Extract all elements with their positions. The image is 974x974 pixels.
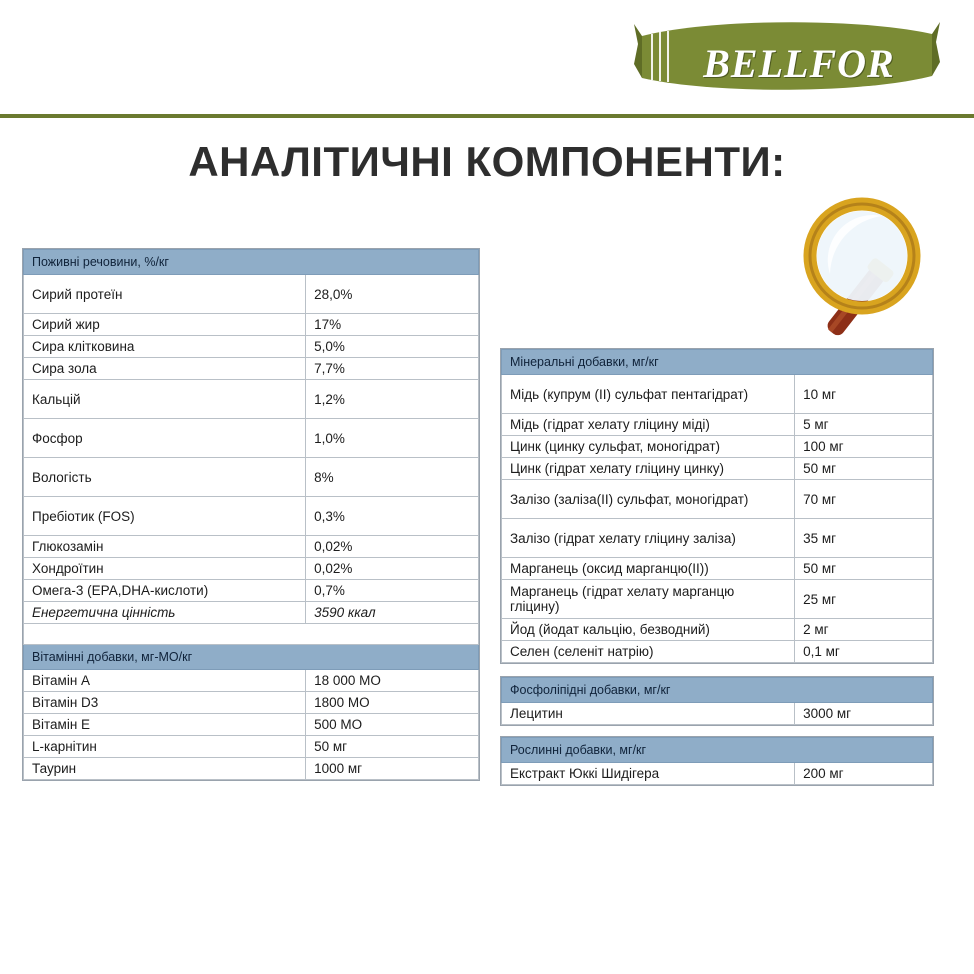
section-title: Вітамінні добавки, мг-МО/кг [24,645,479,670]
table-row [24,692,479,714]
row-label: Лецитин [502,703,795,725]
row-label: Вологість [24,458,306,497]
table-row [24,580,479,602]
row-value: 1800 МО [306,692,479,714]
row-label: Глюкозамін [24,536,306,558]
section-header-row [502,350,933,375]
section-header-row [24,645,479,670]
row-value: 70 мг [795,480,933,519]
minerals-table [500,348,934,664]
row-value: 0,02% [306,536,479,558]
section-title: Поживні речовини, %/кг [24,250,479,275]
table-row [24,602,479,624]
row-label: Екстракт Юккі Шидігера [502,763,795,785]
nutrients-table-grid [23,249,479,780]
row-label: Марганець (оксид марганцю(II)) [502,558,795,580]
row-label: Омега-3 (ЕРА,DHA-кислоти) [24,580,306,602]
page-title: АНАЛІТИЧНІ КОМПОНЕНТИ: [188,138,786,185]
row-value: 35 мг [795,519,933,558]
table-row [502,641,933,663]
logo-text: BELLFOR [703,41,895,86]
row-value: 10 мг [795,375,933,414]
row-label: Вітамін Е [24,714,306,736]
table-row [24,736,479,758]
row-label: Сира зола [24,358,306,380]
row-label: Мідь (гідрат хелату гліцину міді) [502,414,795,436]
row-label: Таурин [24,758,306,780]
row-value: 50 мг [795,458,933,480]
row-label: Фосфор [24,419,306,458]
row-value: 17% [306,314,479,336]
table-row [502,436,933,458]
table-row [502,375,933,414]
minerals-table-grid [501,349,933,663]
row-label: Сирий протеїн [24,275,306,314]
table-row [502,580,933,619]
section-header-row [502,738,933,763]
row-value: 28,0% [306,275,479,314]
row-value: 50 мг [795,558,933,580]
row-label: Мідь (купрум (II) сульфат пентагідрат) [502,375,795,414]
row-value: 50 мг [306,736,479,758]
row-label: Сира клітковина [24,336,306,358]
bellfor-logo [632,14,942,96]
row-value: 7,7% [306,358,479,380]
nutrients-table [22,248,480,781]
row-label: Пребіотик (FOS) [24,497,306,536]
row-value: 0,7% [306,580,479,602]
row-value: 0,3% [306,497,479,536]
table-row [24,275,479,314]
section-header-row [24,250,479,275]
table-row [502,458,933,480]
table-row [24,536,479,558]
section-title: Рослинні добавки, мг/кг [502,738,933,763]
table-row [24,497,479,536]
plant-additives-table-grid [501,737,933,785]
row-value: 100 мг [795,436,933,458]
table-row [502,519,933,558]
table-row [502,480,933,519]
row-value: 3000 мг [795,703,933,725]
row-label: Цинк (гідрат хелату гліцину цинку) [502,458,795,480]
table-row [24,758,479,780]
row-label: Вітамін D3 [24,692,306,714]
phospholipid-table-grid [501,677,933,725]
row-label: Залізо (гідрат хелату гліцину заліза) [502,519,795,558]
row-value: 5,0% [306,336,479,358]
table-row [24,670,479,692]
row-value: 3590 ккал [306,602,479,624]
row-value: 1,0% [306,419,479,458]
page-header [0,0,974,118]
table-row [24,558,479,580]
table-row [24,314,479,336]
row-label: Енергетична цінність [24,602,306,624]
table-row [24,714,479,736]
plant-additives-table [500,736,934,786]
row-label: Залізо (заліза(II) сульфат, моногідрат) [502,480,795,519]
row-label: Хондроїтин [24,558,306,580]
table-row [24,336,479,358]
section-title: Мінеральні добавки, мг/кг [502,350,933,375]
row-value: 1,2% [306,380,479,419]
magnifying-glass-icon [790,196,970,356]
table-row [24,419,479,458]
row-label: Сирий жир [24,314,306,336]
phospholipid-table [500,676,934,726]
table-row [24,380,479,419]
table-spacer-row [24,624,479,645]
table-row [24,458,479,497]
row-label: L-карнітин [24,736,306,758]
table-row [502,414,933,436]
row-value: 18 000 МО [306,670,479,692]
section-title: Фосфоліпідні добавки, мг/кг [502,678,933,703]
row-value: 1000 мг [306,758,479,780]
row-value: 500 МО [306,714,479,736]
row-label: Кальцій [24,380,306,419]
row-value: 8% [306,458,479,497]
header-divider [0,114,974,118]
row-label: Марганець (гідрат хелату марганцю гліцину) [502,580,795,619]
section-header-row [502,678,933,703]
row-value: 200 мг [795,763,933,785]
row-label: Цинк (цинку сульфат, моногідрат) [502,436,795,458]
row-value: 5 мг [795,414,933,436]
table-row [24,358,479,380]
row-value: 25 мг [795,580,933,619]
table-row [502,619,933,641]
row-label: Селен (селеніт натрію) [502,641,795,663]
table-row [502,558,933,580]
row-value: 0,02% [306,558,479,580]
table-row [502,703,933,725]
table-row [502,763,933,785]
row-value: 0,1 мг [795,641,933,663]
row-value: 2 мг [795,619,933,641]
row-label: Вітамін А [24,670,306,692]
row-label: Йод (йодат кальцію, безводний) [502,619,795,641]
